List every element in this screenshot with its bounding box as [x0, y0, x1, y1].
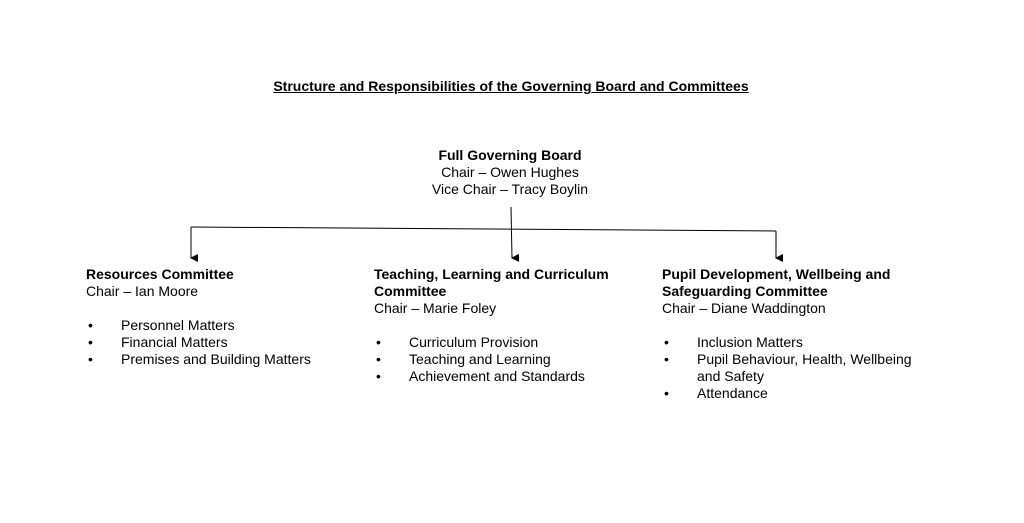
list-item: • Curriculum Provision: [376, 334, 539, 350]
committee-name: Teaching, Learning and Curriculum: [374, 266, 609, 282]
bullet-icon: •: [376, 368, 381, 384]
board-chair: Chair – Owen Hughes: [441, 164, 579, 180]
committee-chair: Chair – Marie Foley: [374, 300, 497, 316]
list-item-continuation: and Safety: [697, 368, 764, 384]
horizontal-connector-line: [191, 227, 776, 231]
list-item: • Premises and Building Matters: [88, 351, 311, 367]
bullet-icon: •: [664, 334, 669, 350]
pupil-development-committee-node: [662, 266, 962, 402]
list-item: • Achievement and Standards: [376, 368, 585, 384]
bullet-icon: •: [664, 351, 669, 367]
responsibility-list: [86, 317, 356, 368]
list-item: • Teaching and Learning: [376, 351, 551, 367]
board-stem-line: [511, 207, 512, 258]
list-item: • Inclusion Matters: [664, 334, 803, 350]
board-name: Full Governing Board: [438, 147, 582, 163]
committee-chair: Chair – Ian Moore: [86, 283, 199, 299]
committee-name: Resources Committee: [86, 266, 234, 282]
bullet-icon: •: [88, 317, 93, 333]
list-item: • Financial Matters: [88, 334, 228, 350]
committee-name-line-2: Safeguarding Committee: [662, 283, 828, 299]
committee-name-line-2: Committee: [374, 283, 447, 299]
bullet-icon: •: [664, 385, 669, 401]
responsibility-list: [374, 334, 654, 385]
list-item: • Attendance: [664, 385, 768, 401]
committee-chair: Chair – Diane Waddington: [662, 300, 826, 316]
responsibility-list: [662, 334, 962, 402]
bullet-icon: •: [88, 334, 93, 350]
list-item: • Personnel Matters: [88, 317, 235, 333]
committee-name: Pupil Development, Wellbeing and: [662, 266, 891, 282]
bullet-icon: •: [376, 351, 381, 367]
bullet-icon: •: [376, 334, 381, 350]
teaching-learning-committee-node: [374, 266, 654, 385]
resources-committee-node: [86, 266, 356, 368]
board-vice-chair: Vice Chair – Tracy Boylin: [431, 181, 589, 197]
diagram-title: Structure and Responsibilities of the Governing Board and Committees: [273, 78, 749, 94]
list-item: • Pupil Behaviour, Health, Wellbeing: [664, 351, 912, 367]
bullet-icon: •: [88, 351, 93, 367]
